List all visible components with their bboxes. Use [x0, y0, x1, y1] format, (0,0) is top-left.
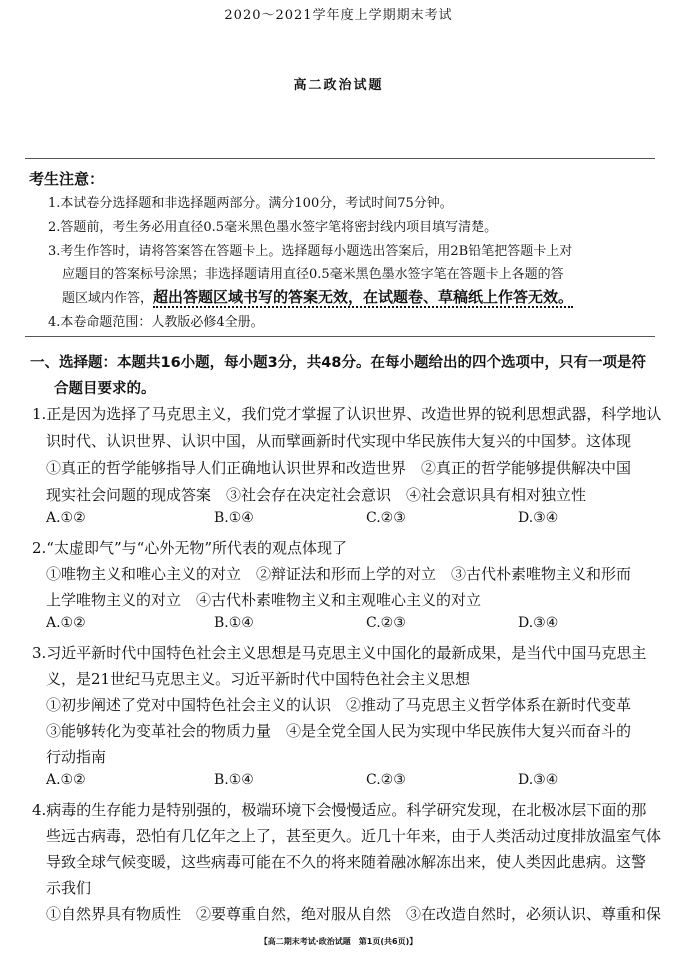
option-a: A.①②: [46, 615, 86, 631]
note-line: 2.答题前，考生务必用直径0.5毫米黑色墨水签字笔将密封线内项目填写清楚。: [48, 220, 498, 235]
question-line: 现实社会问题的现成答案 ③社会存在决定社会意识 ④社会意识具有相对独立性: [46, 486, 587, 504]
option-b: B.①④: [214, 510, 254, 526]
notes-divider: [25, 336, 655, 337]
note-line: 应题目的答案标号涂黑；非选择题请用直径0.5毫米黑色墨水签字笔在答题卡上各题的答: [62, 267, 564, 282]
option-d: D.③④: [518, 510, 559, 526]
question-line: ①自然界具有物质性 ②要尊重自然，绝对服从自然 ③在改造自然时，必须认识、尊重和保: [46, 905, 662, 923]
option-b: B.①④: [214, 615, 254, 631]
question-line: ①真正的哲学能够指导人们正确地认识世界和改造世界 ②真正的哲学能够提供解决中国: [46, 459, 632, 477]
note-line: 4.本卷命题范围：人教版必修4全册。: [48, 315, 264, 330]
note-line: 1.本试卷分选择题和非选择题两部分。满分100分，考试时间75分钟。: [48, 196, 453, 211]
section-heading-cont: 合题目要求的。: [54, 381, 156, 397]
question-line: 2.“太虚即气”与“心外无物”所代表的观点体现了: [32, 539, 347, 557]
section-heading: 一、选择题：本题共16小题，每小题3分，共48分。在每小题给出的四个选项中，只有一项是符: [30, 355, 646, 371]
question-line: 示我们: [46, 879, 92, 897]
option-a: A.①②: [46, 772, 86, 788]
question-line: 3.习近平新时代中国特色社会主义思想是马克思主义中国化的最新成果，是当代中国马克思主: [32, 644, 647, 662]
note-emphasis: 超出答题区域书写的答案无效，在试题卷、草稿纸上作答无效。: [153, 288, 574, 306]
top-divider: [25, 158, 655, 159]
question-line: ①初步阐述了党对中国特色社会主义的认识 ②推动了马克思主义哲学体系在新时代变革: [46, 696, 632, 714]
question-line: 导致全球气候变暖，这些病毒可能在不久的将来随着融冰解冻出来，使人类因此患病。这警: [46, 853, 647, 871]
option-c: C.②③: [366, 772, 406, 788]
note-text: 题区域内作答，: [62, 291, 154, 306]
option-a: A.①②: [46, 510, 86, 526]
question-line: ①唯物主义和唯心主义的对立 ②辩证法和形而上学的对立 ③古代朴素唯物主义和形而: [46, 565, 632, 583]
option-d: D.③④: [518, 772, 559, 788]
note-line: [62, 286, 573, 307]
subject-title: 高二政治试题: [293, 78, 384, 93]
question-line: 行动指南: [46, 748, 107, 766]
question-line: 些远古病毒，恐怕有几亿年之上了，甚至更久。近几十年来，由于人类活动过度排放温室气体: [46, 827, 662, 845]
question-line: ③能够转化为变革社会的物质力量 ④是全党全国人民为实现中华民族伟大复兴而奋斗的: [46, 722, 632, 740]
question-line: 1.正是因为选择了马克思主义，我们党才掌握了认识世界、改造世界的锐利思想武器，科学地认: [32, 405, 662, 423]
option-c: C.②③: [366, 615, 406, 631]
note-line: 3.考生作答时，请将答案答在答题卡上。选择题每小题选出答案后，用2B铅笔把答题卡上对: [48, 244, 573, 259]
option-c: C.②③: [366, 510, 406, 526]
page-footer: 【高二期末考试·政治试题 第1页(共6页)】: [259, 937, 418, 946]
question-line: 识时代、认识世界、认识中国，从而擘画新时代实现中华民族伟大复兴的中国梦。这体现: [46, 432, 632, 450]
option-d: D.③④: [518, 615, 559, 631]
question-line: 4.病毒的生存能力是特别强的，极端环境下会慢慢适应。科学研究发现，在北极冰层下面的那: [32, 801, 647, 819]
notes-heading: 考生注意：: [29, 170, 105, 188]
option-b: B.①④: [214, 772, 254, 788]
question-line: 上学唯物主义的对立 ④古代朴素唯物主义和主观唯心主义的对立: [46, 591, 482, 609]
exam-title: 2020～2021学年度上学期期末考试: [224, 8, 453, 23]
question-line: 义，是21世纪马克思主义。习近平新时代中国特色社会主义思想: [46, 670, 471, 688]
